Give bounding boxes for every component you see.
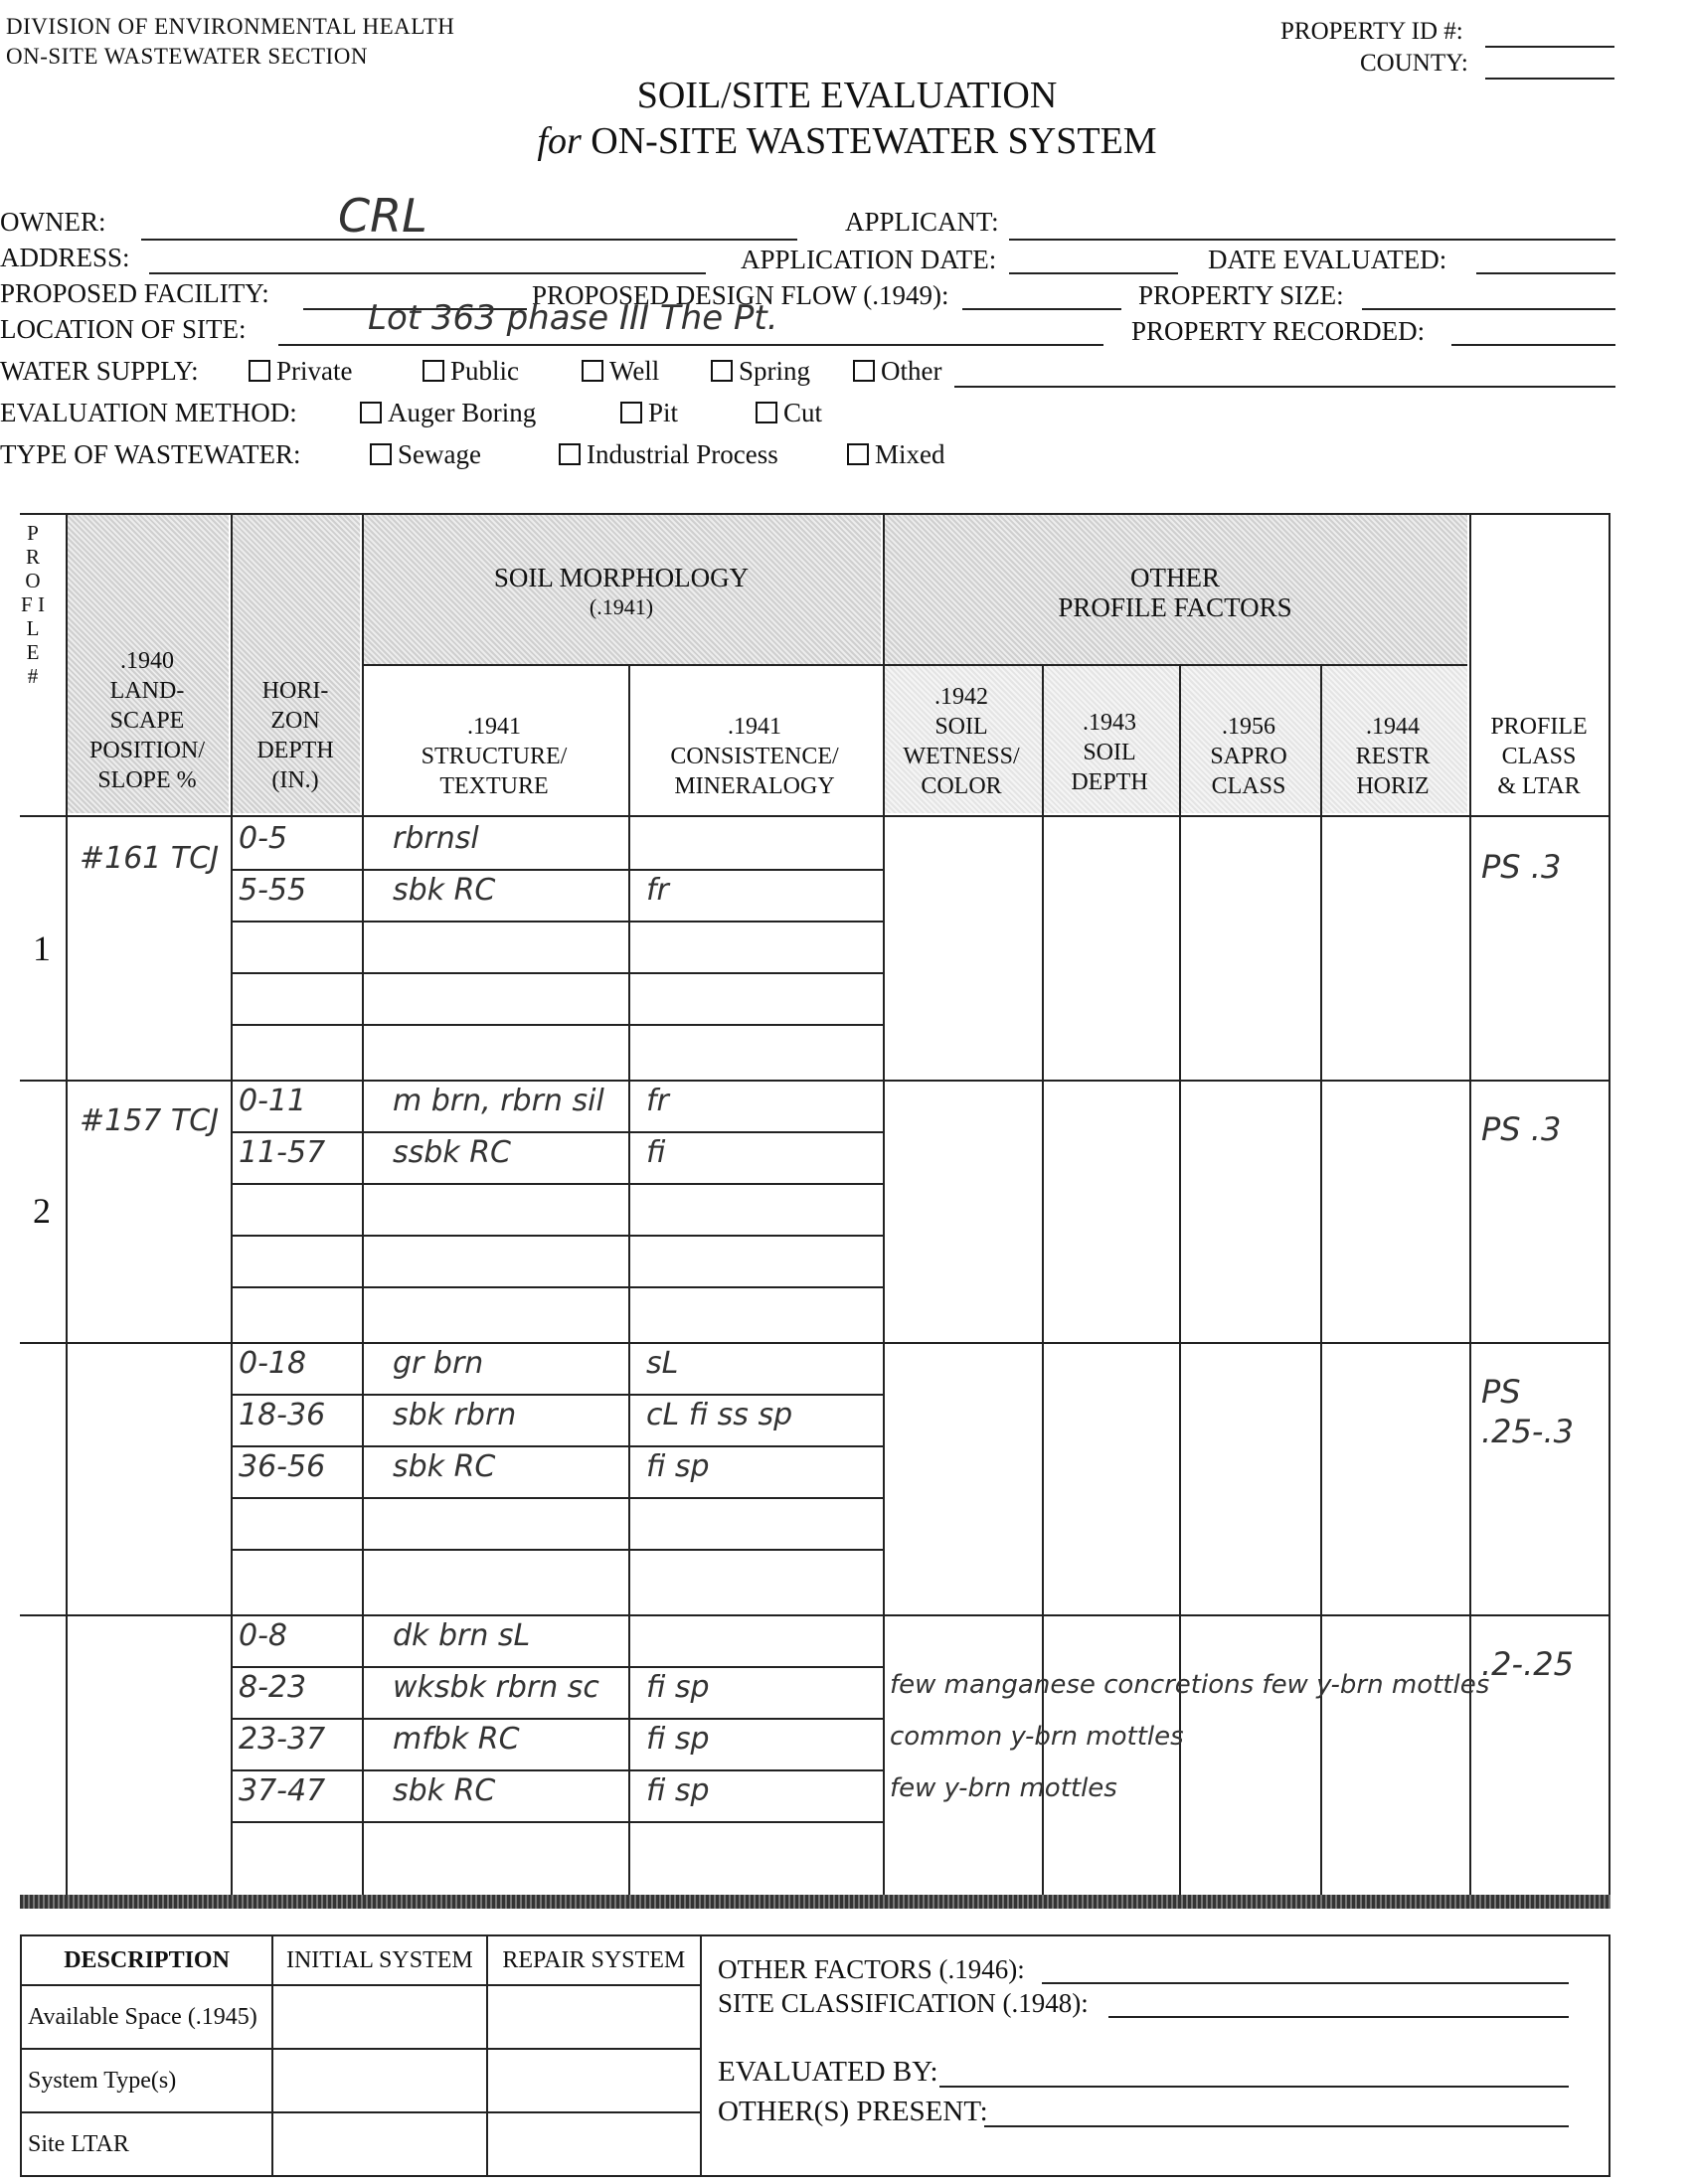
checkbox-public[interactable]: Public [423, 356, 519, 387]
checkbox-auger-boring[interactable]: Auger Boring [360, 398, 536, 428]
other-factors-note: few y-brn mottles [890, 1773, 1117, 1803]
horizon-row-line [231, 869, 883, 871]
header-bottom-border [20, 815, 1610, 817]
profile-number: 1 [33, 928, 51, 968]
sapro-class-header: .1956 SAPRO CLASS [1210, 714, 1287, 799]
horizon-row-line [231, 1497, 883, 1499]
address-label: ADDRESS: [0, 243, 130, 272]
checkbox-spring[interactable]: Spring [711, 356, 810, 387]
other-factors-note: common y-brn mottles [890, 1722, 1184, 1752]
profile-class-value: PS .3 [1481, 848, 1562, 886]
date-evaluated-field[interactable] [1476, 272, 1615, 274]
structure-texture-value[interactable]: sbk RC [393, 1449, 496, 1484]
profile-class-value: PS .3 [1481, 1110, 1562, 1148]
structure-texture-value[interactable]: m brn, rbrn sil [393, 1084, 604, 1118]
other-factors-note: few manganese concretions few y-brn mottles [890, 1670, 1490, 1700]
table-bottom-rule [20, 1895, 1610, 1909]
available-space-repair[interactable] [487, 1985, 701, 2049]
location-label: LOCATION OF SITE: [0, 314, 247, 344]
property-id-field[interactable] [1485, 46, 1614, 48]
consistence-mineralogy-value[interactable]: fi sp [646, 1773, 710, 1808]
horizon-row-line [231, 972, 883, 974]
table-top-border [20, 513, 1610, 515]
horizon-row-line [231, 1769, 883, 1771]
horizon-row-line [231, 1235, 883, 1237]
structure-texture-value[interactable]: ssbk RC [393, 1135, 512, 1170]
others-present-field[interactable] [984, 2125, 1569, 2127]
system-type-label: System Type(s) [21, 2049, 272, 2112]
soil-morphology-header: SOIL MORPHOLOGY (.1941) [493, 563, 750, 619]
horizon-depth-value[interactable]: 37-47 [239, 1773, 326, 1808]
checkbox-cut[interactable]: Cut [756, 398, 822, 428]
address-field[interactable] [149, 272, 706, 274]
property-size-field[interactable] [1362, 308, 1615, 310]
horizon-depth-value[interactable]: 5-55 [239, 873, 307, 908]
property-id-label: PROPERTY ID #: [1280, 18, 1463, 45]
structure-texture-value[interactable]: sbk RC [393, 1773, 496, 1808]
initial-system-header: INITIAL SYSTEM [272, 1935, 486, 1985]
profile-header: P R O F I L E # [21, 521, 45, 688]
horizon-row-line [231, 1183, 883, 1185]
soil-depth-header: .1943 SOIL DEPTH [1071, 710, 1148, 795]
site-classification-field[interactable] [1108, 2016, 1569, 2018]
structure-texture-value[interactable]: sbk RC [393, 873, 496, 908]
property-size-label: PROPERTY SIZE: [1138, 280, 1344, 310]
property-recorded-field[interactable] [1451, 344, 1615, 346]
structure-texture-value[interactable]: mfbk RC [393, 1722, 520, 1757]
location-value: Lot 363 phase III The Pt. [368, 298, 778, 338]
checkbox-well[interactable]: Well [582, 356, 659, 387]
profile-class-value: PS .25-.3 [1481, 1373, 1574, 1450]
consistence-mineralogy-value[interactable]: fi sp [646, 1670, 710, 1705]
horizon-row-line [231, 1445, 883, 1447]
horizon-depth-value[interactable]: 0-18 [239, 1346, 307, 1381]
restr-horiz-header: .1944 RESTR HORIZ [1355, 714, 1431, 799]
consistence-mineralogy-value[interactable]: fi [646, 1135, 666, 1170]
structure-texture-value[interactable]: dk brn sL [393, 1618, 531, 1653]
profile-divider [20, 1342, 1610, 1344]
column-divider [362, 513, 364, 1895]
column-divider [883, 513, 885, 1895]
column-divider [1179, 664, 1181, 1895]
evaluation-method-label: EVALUATION METHOD: [0, 398, 297, 427]
consistence-mineralogy-value[interactable]: fi sp [646, 1449, 710, 1484]
horizon-depth-value[interactable]: 0-11 [239, 1084, 307, 1118]
county-label: COUNTY: [1360, 50, 1468, 77]
profile-class-header: PROFILE CLASS & LTAR [1490, 714, 1588, 799]
horizon-row-line [231, 921, 883, 923]
structure-texture-value[interactable]: wksbk rbrn sc [393, 1670, 599, 1705]
horizon-depth-header: HORI- ZON DEPTH (IN.) [256, 678, 334, 793]
profile-divider [20, 1080, 1610, 1082]
application-date-label: APPLICATION DATE: [741, 245, 997, 274]
horizon-depth-value[interactable]: 11-57 [239, 1135, 326, 1170]
horizon-row-line [231, 1131, 883, 1133]
location-field[interactable] [278, 344, 1103, 346]
system-type-repair[interactable] [487, 2049, 701, 2112]
checkbox-private[interactable]: Private [249, 356, 352, 387]
evaluated-by-label: EVALUATED BY: [718, 2056, 938, 2088]
landscape-position-value: #161 TCJ [80, 841, 220, 876]
horizon-depth-value[interactable]: 0-5 [239, 821, 287, 856]
horizon-row-line [231, 1394, 883, 1396]
date-evaluated-label: DATE EVALUATED: [1208, 245, 1447, 274]
horizon-row-line [231, 1821, 883, 1823]
other-profile-factors-header: OTHER PROFILE FACTORS [1058, 563, 1292, 622]
horizon-row-line [231, 1718, 883, 1720]
site-ltar-initial[interactable] [272, 2112, 486, 2176]
horizon-depth-value[interactable]: 36-56 [239, 1449, 326, 1484]
checkbox-mixed[interactable]: Mixed [847, 439, 945, 470]
wastewater-type-label: TYPE OF WASTEWATER: [0, 439, 301, 469]
consistence-mineralogy-value[interactable]: sL [646, 1346, 679, 1381]
consistence-mineralogy-header: .1941 CONSISTENCE/ MINERALOGY [670, 714, 839, 799]
horizon-depth-value[interactable]: 8-23 [239, 1670, 307, 1705]
checkbox-industrial-process[interactable]: Industrial Process [559, 439, 778, 470]
site-classification-label: SITE CLASSIFICATION (.1948): [718, 1988, 1089, 2018]
system-table [20, 1934, 702, 2177]
soil-wetness-header: .1942 SOIL WETNESS/ COLOR [903, 684, 1020, 799]
section-name: ON-SITE WASTEWATER SECTION [6, 44, 368, 69]
horizon-depth-value[interactable]: 18-36 [239, 1398, 326, 1432]
division-name: DIVISION OF ENVIRONMENTAL HEALTH [6, 14, 455, 39]
applicant-field[interactable] [1009, 239, 1615, 241]
owner-field[interactable] [141, 239, 797, 241]
column-divider [231, 513, 233, 1895]
horizon-depth-value[interactable]: 0-8 [239, 1618, 287, 1653]
water-supply-label: WATER SUPPLY: [0, 356, 199, 386]
landscape-position-value: #157 TCJ [80, 1103, 220, 1138]
horizon-row-line [231, 1549, 883, 1551]
consistence-mineralogy-value[interactable]: fr [646, 873, 669, 908]
property-recorded-label: PROPERTY RECORDED: [1131, 316, 1426, 346]
others-present-label: OTHER(S) PRESENT: [718, 2096, 988, 2127]
structure-texture-value[interactable]: sbk rbrn [393, 1398, 517, 1432]
landscape-header: .1940 LAND- SCAPE POSITION/ SLOPE % [88, 648, 205, 793]
proposed-facility-label: PROPOSED FACILITY: [0, 278, 269, 308]
consistence-mineralogy-value[interactable]: fr [646, 1084, 669, 1118]
checkbox-other[interactable]: Other [853, 356, 941, 387]
horizon-row-line [231, 1024, 883, 1026]
design-flow-label: PROPOSED DESIGN FLOW (.1949): [532, 280, 949, 310]
owner-label: OWNER: [0, 207, 106, 237]
column-divider [66, 513, 68, 1895]
system-type-initial[interactable] [272, 2049, 486, 2112]
checkbox-sewage[interactable]: Sewage [370, 439, 481, 470]
horizon-row-line [231, 1666, 883, 1668]
horizon-row-line [231, 1286, 883, 1288]
profile-divider [20, 1614, 1610, 1616]
structure-texture-value[interactable]: gr brn [393, 1346, 484, 1381]
profile-class-value: .2-.25 [1481, 1645, 1574, 1683]
consistence-mineralogy-value[interactable]: fi sp [646, 1722, 710, 1757]
column-divider [1320, 664, 1322, 1895]
subheader-divider [362, 664, 1467, 666]
structure-texture-header: .1941 STRUCTURE/ TEXTURE [421, 714, 568, 799]
checkbox-pit[interactable]: Pit [620, 398, 678, 428]
form-subtitle: for ON-SITE WASTEWATER SYSTEM [537, 120, 1157, 162]
design-flow-field[interactable] [962, 308, 1121, 310]
available-space-label: Available Space (.1945) [21, 1985, 272, 2049]
description-header: DESCRIPTION [21, 1935, 272, 1985]
repair-system-header: REPAIR SYSTEM [487, 1935, 701, 1985]
column-divider [628, 664, 630, 1895]
applicant-label: APPLICANT: [845, 207, 999, 237]
owner-value: CRL [338, 189, 427, 243]
consistence-mineralogy-value[interactable]: cL fi ss sp [646, 1398, 793, 1432]
site-ltar-label: Site LTAR [21, 2112, 272, 2176]
horizon-depth-value[interactable]: 23-37 [239, 1722, 326, 1757]
other-factors-label: OTHER FACTORS (.1946): [718, 1954, 1025, 1984]
other-factors-field[interactable] [1042, 1982, 1569, 1984]
application-date-field[interactable] [1009, 272, 1178, 274]
form-title: SOIL/SITE EVALUATION [636, 75, 1058, 116]
evaluated-by-field[interactable] [939, 2086, 1569, 2088]
table-right-border [1609, 513, 1610, 1895]
site-ltar-repair[interactable] [487, 2112, 701, 2176]
profile-number: 2 [33, 1191, 51, 1231]
available-space-initial[interactable] [272, 1985, 486, 2049]
other-water-supply-field[interactable] [954, 386, 1615, 388]
column-divider [1042, 664, 1044, 1895]
structure-texture-value[interactable]: rbrnsl [393, 821, 479, 856]
